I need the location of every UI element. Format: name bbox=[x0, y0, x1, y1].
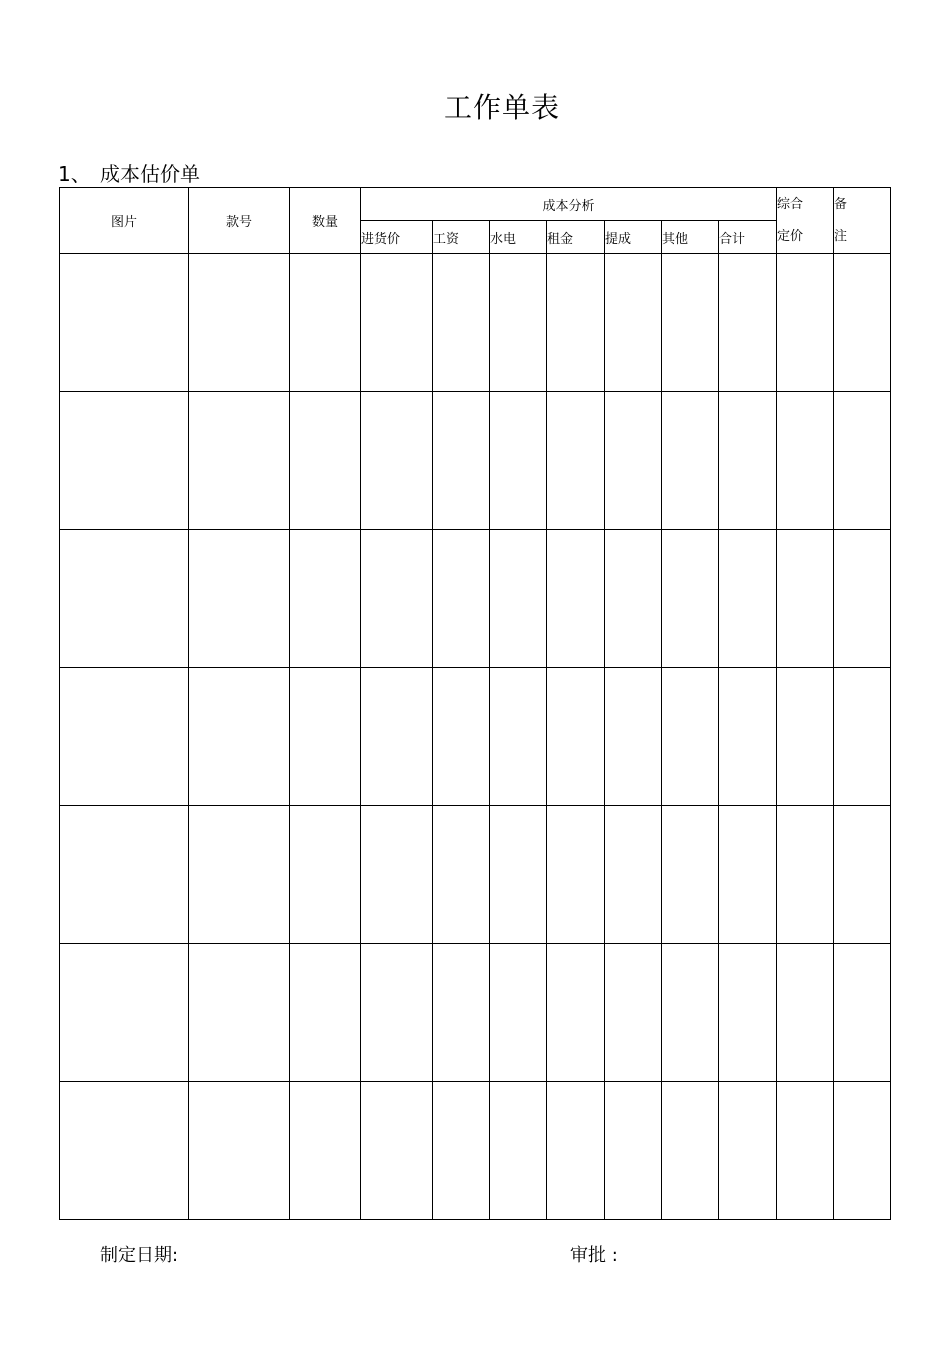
table-cell[interactable] bbox=[719, 392, 777, 530]
table-cell[interactable] bbox=[547, 1082, 605, 1220]
table-cell[interactable] bbox=[719, 254, 777, 392]
table-cell[interactable] bbox=[719, 806, 777, 944]
table-row bbox=[60, 944, 891, 1082]
table-cell[interactable] bbox=[662, 254, 719, 392]
table-cell[interactable] bbox=[605, 668, 662, 806]
table-cell[interactable] bbox=[189, 668, 290, 806]
table-row bbox=[60, 1082, 891, 1220]
table-cell[interactable] bbox=[189, 392, 290, 530]
page-title: 工作单表 bbox=[443, 91, 560, 124]
table-body bbox=[60, 254, 891, 1220]
table-cell[interactable] bbox=[60, 392, 189, 530]
table-cell[interactable] bbox=[290, 392, 361, 530]
table-cell[interactable] bbox=[662, 944, 719, 1082]
table-cell[interactable] bbox=[605, 1082, 662, 1220]
table-cell[interactable] bbox=[60, 806, 189, 944]
table-cell[interactable] bbox=[777, 254, 834, 392]
table-cell[interactable] bbox=[490, 944, 547, 1082]
table-cell[interactable] bbox=[719, 1082, 777, 1220]
header-wages: 工资 bbox=[433, 221, 490, 254]
table-cell[interactable] bbox=[662, 668, 719, 806]
table-cell[interactable] bbox=[189, 530, 290, 668]
table-cell[interactable] bbox=[834, 392, 891, 530]
table-cell[interactable] bbox=[777, 1082, 834, 1220]
table-cell[interactable] bbox=[605, 392, 662, 530]
table-cell[interactable] bbox=[433, 806, 490, 944]
table-cell[interactable] bbox=[361, 668, 433, 806]
table-cell[interactable] bbox=[361, 944, 433, 1082]
table-cell[interactable] bbox=[361, 392, 433, 530]
table-cell[interactable] bbox=[60, 254, 189, 392]
table-cell[interactable] bbox=[547, 668, 605, 806]
table-cell[interactable] bbox=[605, 806, 662, 944]
table-cell[interactable] bbox=[60, 1082, 189, 1220]
table-cell[interactable] bbox=[189, 254, 290, 392]
table-cell[interactable] bbox=[834, 254, 891, 392]
table-cell[interactable] bbox=[662, 806, 719, 944]
table-cell[interactable] bbox=[60, 668, 189, 806]
table-row bbox=[60, 530, 891, 668]
table-cell[interactable] bbox=[361, 806, 433, 944]
header-purchase-price: 进货价 bbox=[361, 221, 433, 254]
table-cell[interactable] bbox=[189, 1082, 290, 1220]
table-cell[interactable] bbox=[490, 392, 547, 530]
table-cell[interactable] bbox=[605, 254, 662, 392]
table-cell[interactable] bbox=[777, 668, 834, 806]
table-cell[interactable] bbox=[290, 944, 361, 1082]
table-cell[interactable] bbox=[361, 254, 433, 392]
table-cell[interactable] bbox=[662, 530, 719, 668]
table-cell[interactable] bbox=[719, 530, 777, 668]
section-number: 1、 bbox=[58, 162, 91, 186]
table-cell[interactable] bbox=[547, 392, 605, 530]
table-cell[interactable] bbox=[605, 530, 662, 668]
table-cell[interactable] bbox=[547, 806, 605, 944]
table-cell[interactable] bbox=[60, 944, 189, 1082]
table-cell[interactable] bbox=[719, 668, 777, 806]
header-rent: 租金 bbox=[547, 221, 605, 254]
header-commission: 提成 bbox=[605, 221, 662, 254]
table-cell[interactable] bbox=[189, 806, 290, 944]
table-cell[interactable] bbox=[290, 530, 361, 668]
header-utilities: 水电 bbox=[490, 221, 547, 254]
date-label: 制定日期: bbox=[100, 1245, 179, 1266]
table-cell[interactable] bbox=[490, 668, 547, 806]
table-cell[interactable] bbox=[433, 1082, 490, 1220]
table-cell[interactable] bbox=[290, 668, 361, 806]
header-remarks-line2: 注 bbox=[834, 229, 848, 244]
header-style-no: 款号 bbox=[189, 188, 290, 254]
table-cell[interactable] bbox=[189, 944, 290, 1082]
table-cell[interactable] bbox=[777, 530, 834, 668]
table-cell[interactable] bbox=[290, 1082, 361, 1220]
table-row bbox=[60, 668, 891, 806]
table-cell[interactable] bbox=[834, 668, 891, 806]
table-row bbox=[60, 392, 891, 530]
table-cell[interactable] bbox=[834, 530, 891, 668]
header-quantity: 数量 bbox=[290, 188, 361, 254]
table-cell[interactable] bbox=[490, 254, 547, 392]
header-picture: 图片 bbox=[60, 188, 189, 254]
section-heading bbox=[58, 158, 200, 187]
header-overall-price-line2: 定价 bbox=[777, 229, 804, 244]
table-cell[interactable] bbox=[605, 944, 662, 1082]
table-cell[interactable] bbox=[490, 1082, 547, 1220]
table-cell[interactable] bbox=[662, 1082, 719, 1220]
table-cell[interactable] bbox=[490, 530, 547, 668]
header-remarks bbox=[834, 188, 891, 254]
table-cell[interactable] bbox=[361, 530, 433, 668]
table-cell[interactable] bbox=[433, 668, 490, 806]
table-cell[interactable] bbox=[777, 944, 834, 1082]
table-cell[interactable] bbox=[433, 392, 490, 530]
table-cell[interactable] bbox=[777, 392, 834, 530]
table-cell[interactable] bbox=[290, 254, 361, 392]
table-row bbox=[60, 806, 891, 944]
table-cell[interactable] bbox=[361, 1082, 433, 1220]
table-cell[interactable] bbox=[834, 806, 891, 944]
table-cell[interactable] bbox=[547, 530, 605, 668]
table-cell[interactable] bbox=[547, 254, 605, 392]
table-cell[interactable] bbox=[777, 806, 834, 944]
header-overall-price-line1: 综合 bbox=[777, 197, 804, 212]
table-cell[interactable] bbox=[547, 944, 605, 1082]
approve-label: 审批 : bbox=[570, 1245, 618, 1266]
table-cell[interactable] bbox=[433, 530, 490, 668]
table-cell[interactable] bbox=[834, 1082, 891, 1220]
table-cell[interactable] bbox=[433, 944, 490, 1082]
header-cost-analysis: 成本分析 bbox=[361, 188, 777, 221]
table-cell[interactable] bbox=[719, 944, 777, 1082]
section-label: 成本估价单 bbox=[100, 162, 200, 186]
table-cell[interactable] bbox=[433, 254, 490, 392]
table-row bbox=[60, 254, 891, 392]
header-other: 其他 bbox=[662, 221, 719, 254]
table-cell[interactable] bbox=[290, 806, 361, 944]
header-remarks-line1: 备 bbox=[834, 197, 848, 212]
header-total: 合计 bbox=[719, 221, 777, 254]
table-cell[interactable] bbox=[662, 392, 719, 530]
table-cell[interactable] bbox=[60, 530, 189, 668]
header-overall-price bbox=[777, 188, 834, 254]
cost-estimate-table bbox=[59, 187, 891, 1220]
table-cell[interactable] bbox=[490, 806, 547, 944]
table-cell[interactable] bbox=[834, 944, 891, 1082]
